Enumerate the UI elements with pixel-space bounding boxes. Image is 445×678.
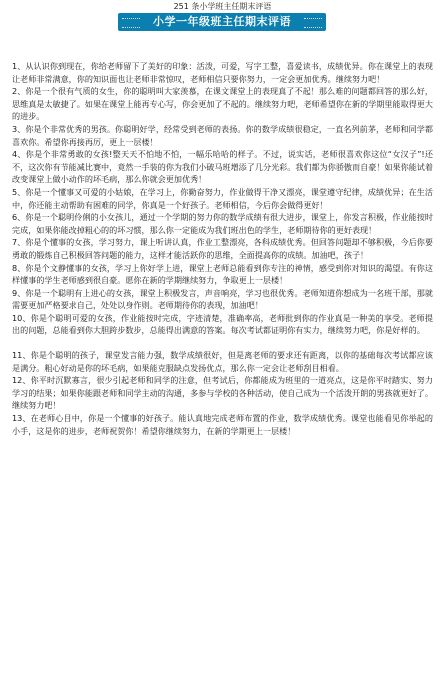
- comment-paragraph: 4、你是个非常勇敢的女孩!整天天不怕地不怕，一幅乐哈哈的样子。不过，说实话，老师很喜欢你这位“女汉子”!还不，这次你有节能减比赛中，竟然一手装的你为我们小破马班增添了几分光彩。我们都为你骄傲而自豪！如果你能试着改变课堂上做小动作的坏毛病，那么你就会更加优秀！: [12, 149, 433, 185]
- comment-paragraph: 6、你是一个聪明伶俐的小女孩儿，通过一个学期的努力你的数学成绩有很大进步，课堂上，你发言积极，作业能按时完成，如果你能改掉粗心的的坏习惯，那么你一定能成为我们班出色的学生，老师期待你的更好表现！: [12, 212, 433, 235]
- comment-paragraph: 9、你是一个聪明有上进心的女孩，课堂上积极发言，声音响亮，学习也很优秀。老师知道你想成为一名班干部，那就需要更加严格要求自己，处处以身作则。老师期待你的表现，加油吧！: [12, 287, 433, 311]
- paragraph-gap: [12, 337, 433, 349]
- comment-paragraph: 11、你是个聪明的孩子，课堂发言能力强，数学成绩很好，但是离老师的要求还有距离，以你的基础每次考试都应该是满分。粗心好动是你的坏毛病，如果能克服缺点发扬优点，那么你一定会让老师刮目相看。: [12, 350, 433, 373]
- comment-paragraph: 13、在老师心目中，你是一个懂事的好孩子。能认真地完成老师布置的作业，数学成绩优秀。课堂也能看见你举起的小手，这是你的进步，老师祝贺你！希望你继续努力，在新的学期更上一层楼！: [12, 413, 433, 436]
- comment-paragraph: 8、你是个文静懂事的女孩，学习上你好学上进，课堂上老师总能看到你专注的神情，感受到你对知识的渴望。有你这样懂事的学生老师感到很自豪。愿你在新的学期继续努力，争取更上一层楼！: [12, 262, 433, 286]
- document-body: [12, 60, 433, 437]
- banner-title: 小学一年级班主任期末评语: [153, 15, 291, 28]
- comment-paragraph: 12、你平时沉默寡言，很少引起老师和同学的注意，但考试后，你都能成为班里的一道亮点，这是你平时踏实、努力学习的结果；如果你能跟老师和同学主动的沟通，多参与学校的各种活动，使自己成为一个活泼开朗的男孩就更好了。继续努力吧！: [12, 375, 433, 411]
- comment-paragraph: 2、你是一个很有气质的女生，你的聪明叫大家羡慕，在课文课堂上的表现真了不起！那么难的问题都回答的那么好，思维真是太敏捷了。如果在课堂上能再专心写，你会更加了不起的。继续努力吧，老师希望你在新的学期里能取得更大的进步。: [12, 86, 433, 122]
- comment-paragraph: 1、从认识你到现在，你给老师留下了美好的印象：活泼，可爱，写字工整，喜爱读书，成绩优异。你在课堂上的表现让老师非常满意，你的知识面也让老师非常惊叹，老师相信只要你努力，一定会更加优秀。继续努力吧！: [12, 61, 433, 84]
- comment-paragraph: 7、你是个懂事的女孩，学习努力，课上听讲认真，作业工整漂亮，各科成绩优秀。但回答问题却不够积极，今后你要勇敢的锻炼自己积极回答问题的能力，这样才能活跃你的思维，全面提高你的成绩。加油吧，孩子！: [12, 237, 433, 260]
- comment-paragraph: 3、你是个非常优秀的男孩。你聪明好学，经常受到老师的表扬。你的数学成绩很稳定，一直名列前茅，老师和同学都喜欢你。希望你再接再厉，更上一层楼！: [12, 123, 433, 147]
- top-caption: 251 条小学班主任期末评语: [173, 2, 272, 11]
- comment-paragraph: 10、你是个聪明可爱的女孩，作业能按时完成，字迹清楚，准确率高，老师批到你的作业真是一种美的享受。老师提出的问题，总能看到你大胆跨步数步，总能得出满意的答案。每次考试都证明你有实力，继续努力吧，你是好样的。: [12, 312, 433, 336]
- comment-paragraph: 5、你是一个懂事又可爱的小姑娘，在学习上，你勤奋努力，作业做得干净又漂亮，课堂遵守纪律，成绩优异；在生活中，你还能主动帮助有困难的同学，你真是一个好孩子。老师相信，今后你会做得更好！: [12, 186, 433, 210]
- banner-decoration-right: [304, 18, 322, 28]
- title-banner: [118, 13, 326, 31]
